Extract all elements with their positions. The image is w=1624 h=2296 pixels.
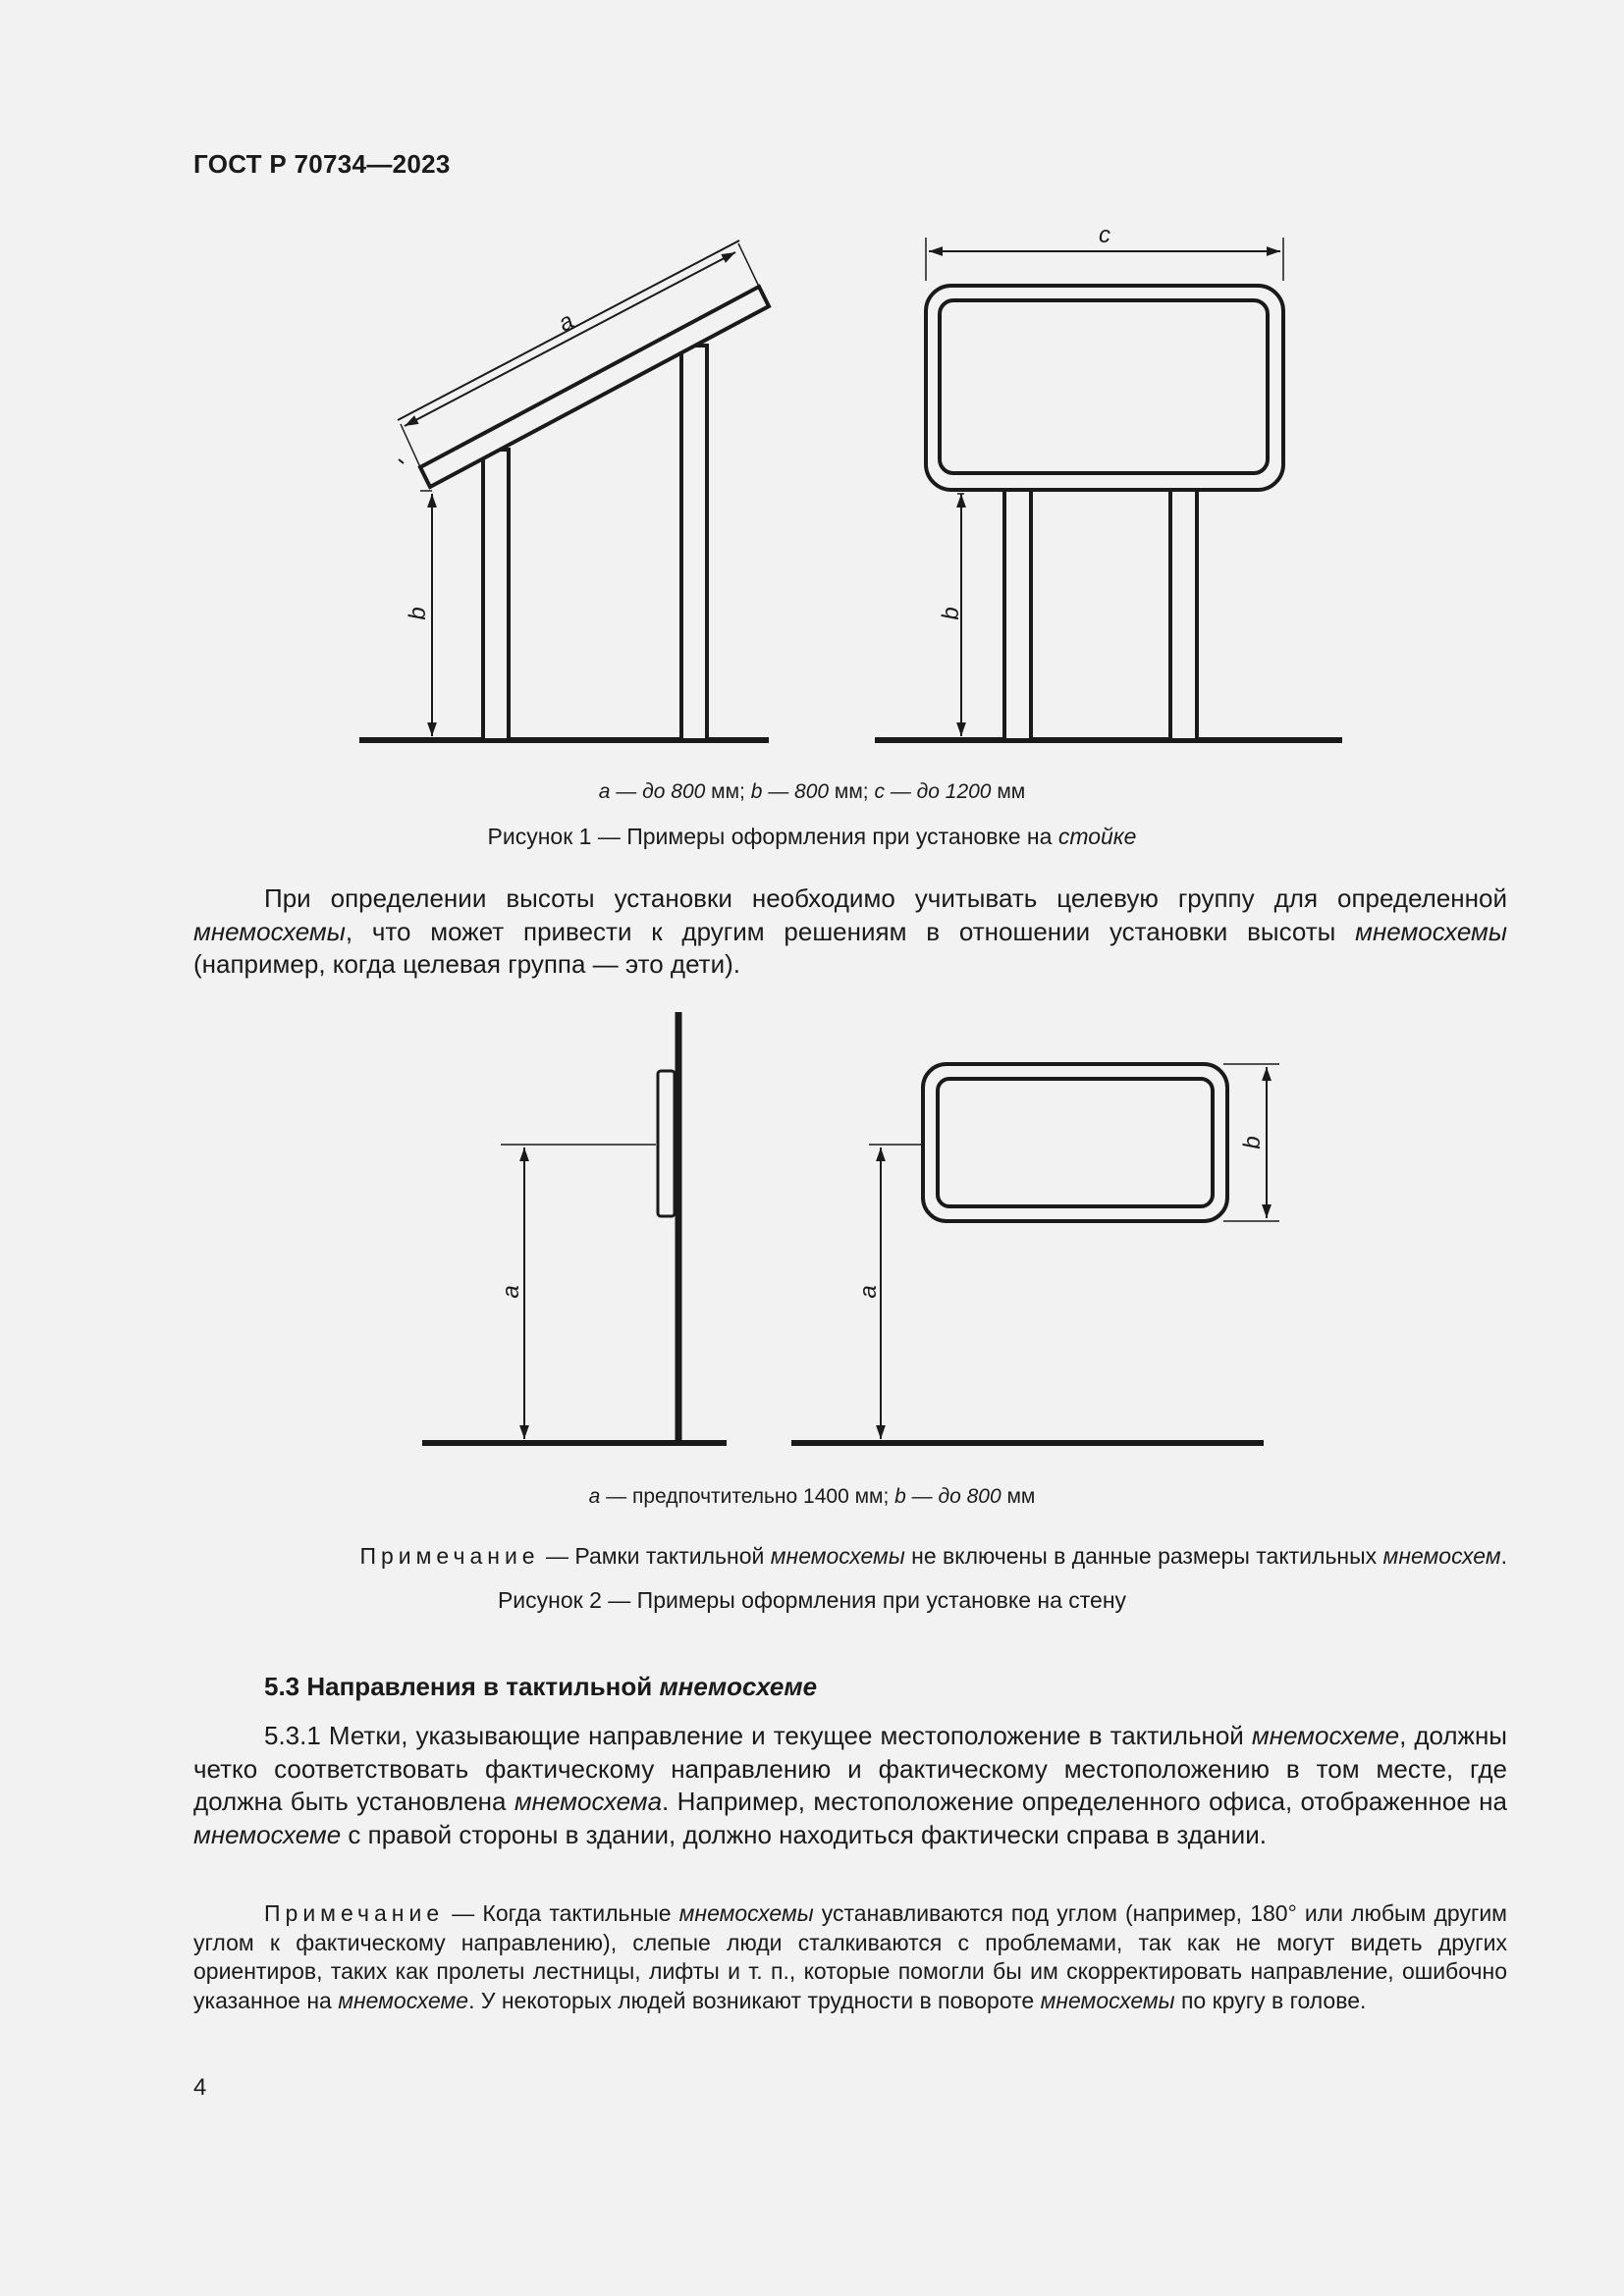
figure-2-legend: a — предпочтительно 1400 мм; b — до 800 мм: [588, 1485, 1036, 1508]
dim-b-label-wall: b: [1239, 1136, 1266, 1149]
page-number: 4: [193, 2074, 207, 2101]
document-header: ГОСТ Р 70734—2023: [193, 149, 451, 179]
dim-c-label: c: [1099, 222, 1110, 248]
section-heading: 5.3 Направления в тактильной мнемосхеме: [264, 1672, 818, 1701]
note-angle-installation: Примечание — Когда тактильные мнемосхемы устанавливаются под углом (например, 180° или любым другим углом к фактическому направлению), слепые люди сталкиваются с проблемами, так как не могут видеть других ориентиров, таких как пролеты лестницы, лифты и т. п., которые помогли бы им скорректировать направление, ошибочно указанное на мнемосхеме. У некоторых людей возникают трудности в повороте мнемосхемы по кругу в голове.: [193, 1900, 1507, 2013]
paragraph-5-3-1: 5.3.1 Метки, указывающие направление и текущее местоположение в тактильной мнемосхеме, должны четко соответствовать фактическому направлению и фактическому местоположению в том месте, где должна быть установлена мнемосхема. Например, местоположение определенного офиса, отображенное на мнемосхеме с правой стороны в здании, должно находиться фактически справа в здании.: [193, 1721, 1507, 1849]
figure-2-caption: Рисунок 2 — Примеры оформления при установке на стену: [497, 1587, 1127, 1613]
dim-a-label-wall: a: [498, 1285, 524, 1299]
figure-1-caption: Рисунок 1 — Примеры оформления при установке на стойке: [487, 824, 1137, 849]
figure-1-legend: a — до 800 мм; b — 800 мм; c — до 1200 мм: [598, 780, 1026, 803]
dim-a-label-front: a: [855, 1285, 882, 1299]
dim-b-label-left: b: [405, 607, 431, 620]
figure-1-drawing: [0, 0, 1624, 785]
figure-2-note: Примечание — Рамки тактильной мнемосхемы не включены в данные размеры тактильных мнемосхем.: [359, 1543, 1507, 1569]
dim-b-label-right: b: [938, 607, 964, 620]
dim-a-label: a: [554, 307, 578, 338]
wall-mount-front: [791, 1064, 1279, 1443]
wall-mount-side: [422, 1012, 727, 1443]
figure-2-drawing: [0, 982, 1624, 1472]
upright-stand: [875, 238, 1342, 740]
paragraph-height-target-group: При определении высоты установки необходимо учитывать целевую группу для определенной мнемосхемы, что может привести к другим решениям в отношении установки высоты мнемосхемы (например, когда целевая группа — это дети).: [193, 883, 1507, 979]
